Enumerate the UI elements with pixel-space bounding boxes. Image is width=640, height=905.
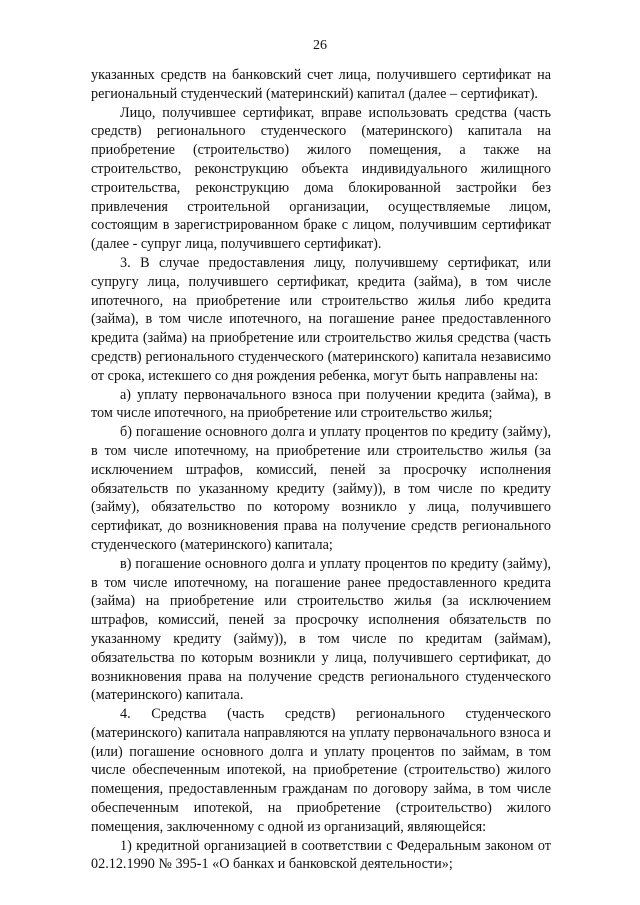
page-body (91, 66, 551, 874)
paragraph-item-a: а) уплату первоначального взноса при получении кредита (займа), в том числе ипотечного, на приобретение или строительство жилья; (91, 386, 551, 422)
page-number: 26 (313, 38, 327, 53)
paragraph-item-b: б) погашение основного долга и уплату процентов по кредиту (займу), в том числе ипотечному, на приобретение или строительство жилья (за исключением штрафов, комиссий, пеней за просрочку исполнения обязательств по указанному кредиту (займу)), в том числе по кредиту (займу), обязательство по которому возникло у лица, получившего сертификат, до возникновения права на получение средств регионального студенческого (материнского) капитала; (91, 424, 551, 553)
paragraph-continuation: указанных средств на банковский счет лица, получившего сертификат на региональный студенческий (материнский) капитал (далее – сертификат). (91, 67, 551, 102)
paragraph-item-1: 1) кредитной организацией в соответствии с Федеральным законом от 02.12.1990 № 395-1 «О банках и банковской деятельности»; (91, 837, 551, 873)
paragraph-item-v: в) погашение основного долга и уплату процентов по кредиту (займу), в том числе ипотечному, на погашение ранее предоставленного кредита (займа) на приобретение или строительство жилья (за исключением штрафов, комиссий, пеней за просрочку исполнения обязательств по указанному кредиту (займу)), в том числе по кредитам (займам), обязательства по которым возникли у лица, получившего сертификат, до возникновения права на получение средств регионального студенческого (материнского) капитала. (91, 555, 551, 704)
paragraph-section-4: 4. Средства (часть средств) регионального студенческого (материнского) капитала направляются на уплату первоначального взноса и (или) погашение основного долга и уплату процентов по займам, в том числе обеспеченным ипотекой, на приобретение (строительство) жилого помещения, предоставленным гражданам по договору займа, в том числе обеспеченным ипотекой, на приобретение (строительство) жилого помещения, заключенному с одной из организаций, являющейся: (91, 706, 551, 835)
paragraph-section-3: 3. В случае предоставления лицу, получившему сертификат, или супругу лица, получившего сертификат, кредита (займа), в том числе ипотечного, на приобретение или строительство жилья либо кредита (займа), в том числе ипотечного, на погашение ранее предоставленного кредита (займа) на приобретение или строительство жилья средства (часть средств) регионального студенческого (материнского) капитала независимо от срока, истекшего со дня рождения ребенка, могут быть направлены на: (91, 254, 551, 384)
paragraph-certificate-use: Лицо, получившее сертификат, вправе использовать средства (часть средств) регионального студенческого (материнского) капитала на приобретение (строительство) жилого помещения, а также на строительство, реконструкцию объекта индивидуального жилищного строительства, реконструкцию дома блокированной застройки без привлечения строительной организации, осуществляемые лицом, состоящим в зарегистрированном браке с лицом, получившим сертификат (далее - супруг лица, получившего сертификат). (91, 104, 551, 253)
